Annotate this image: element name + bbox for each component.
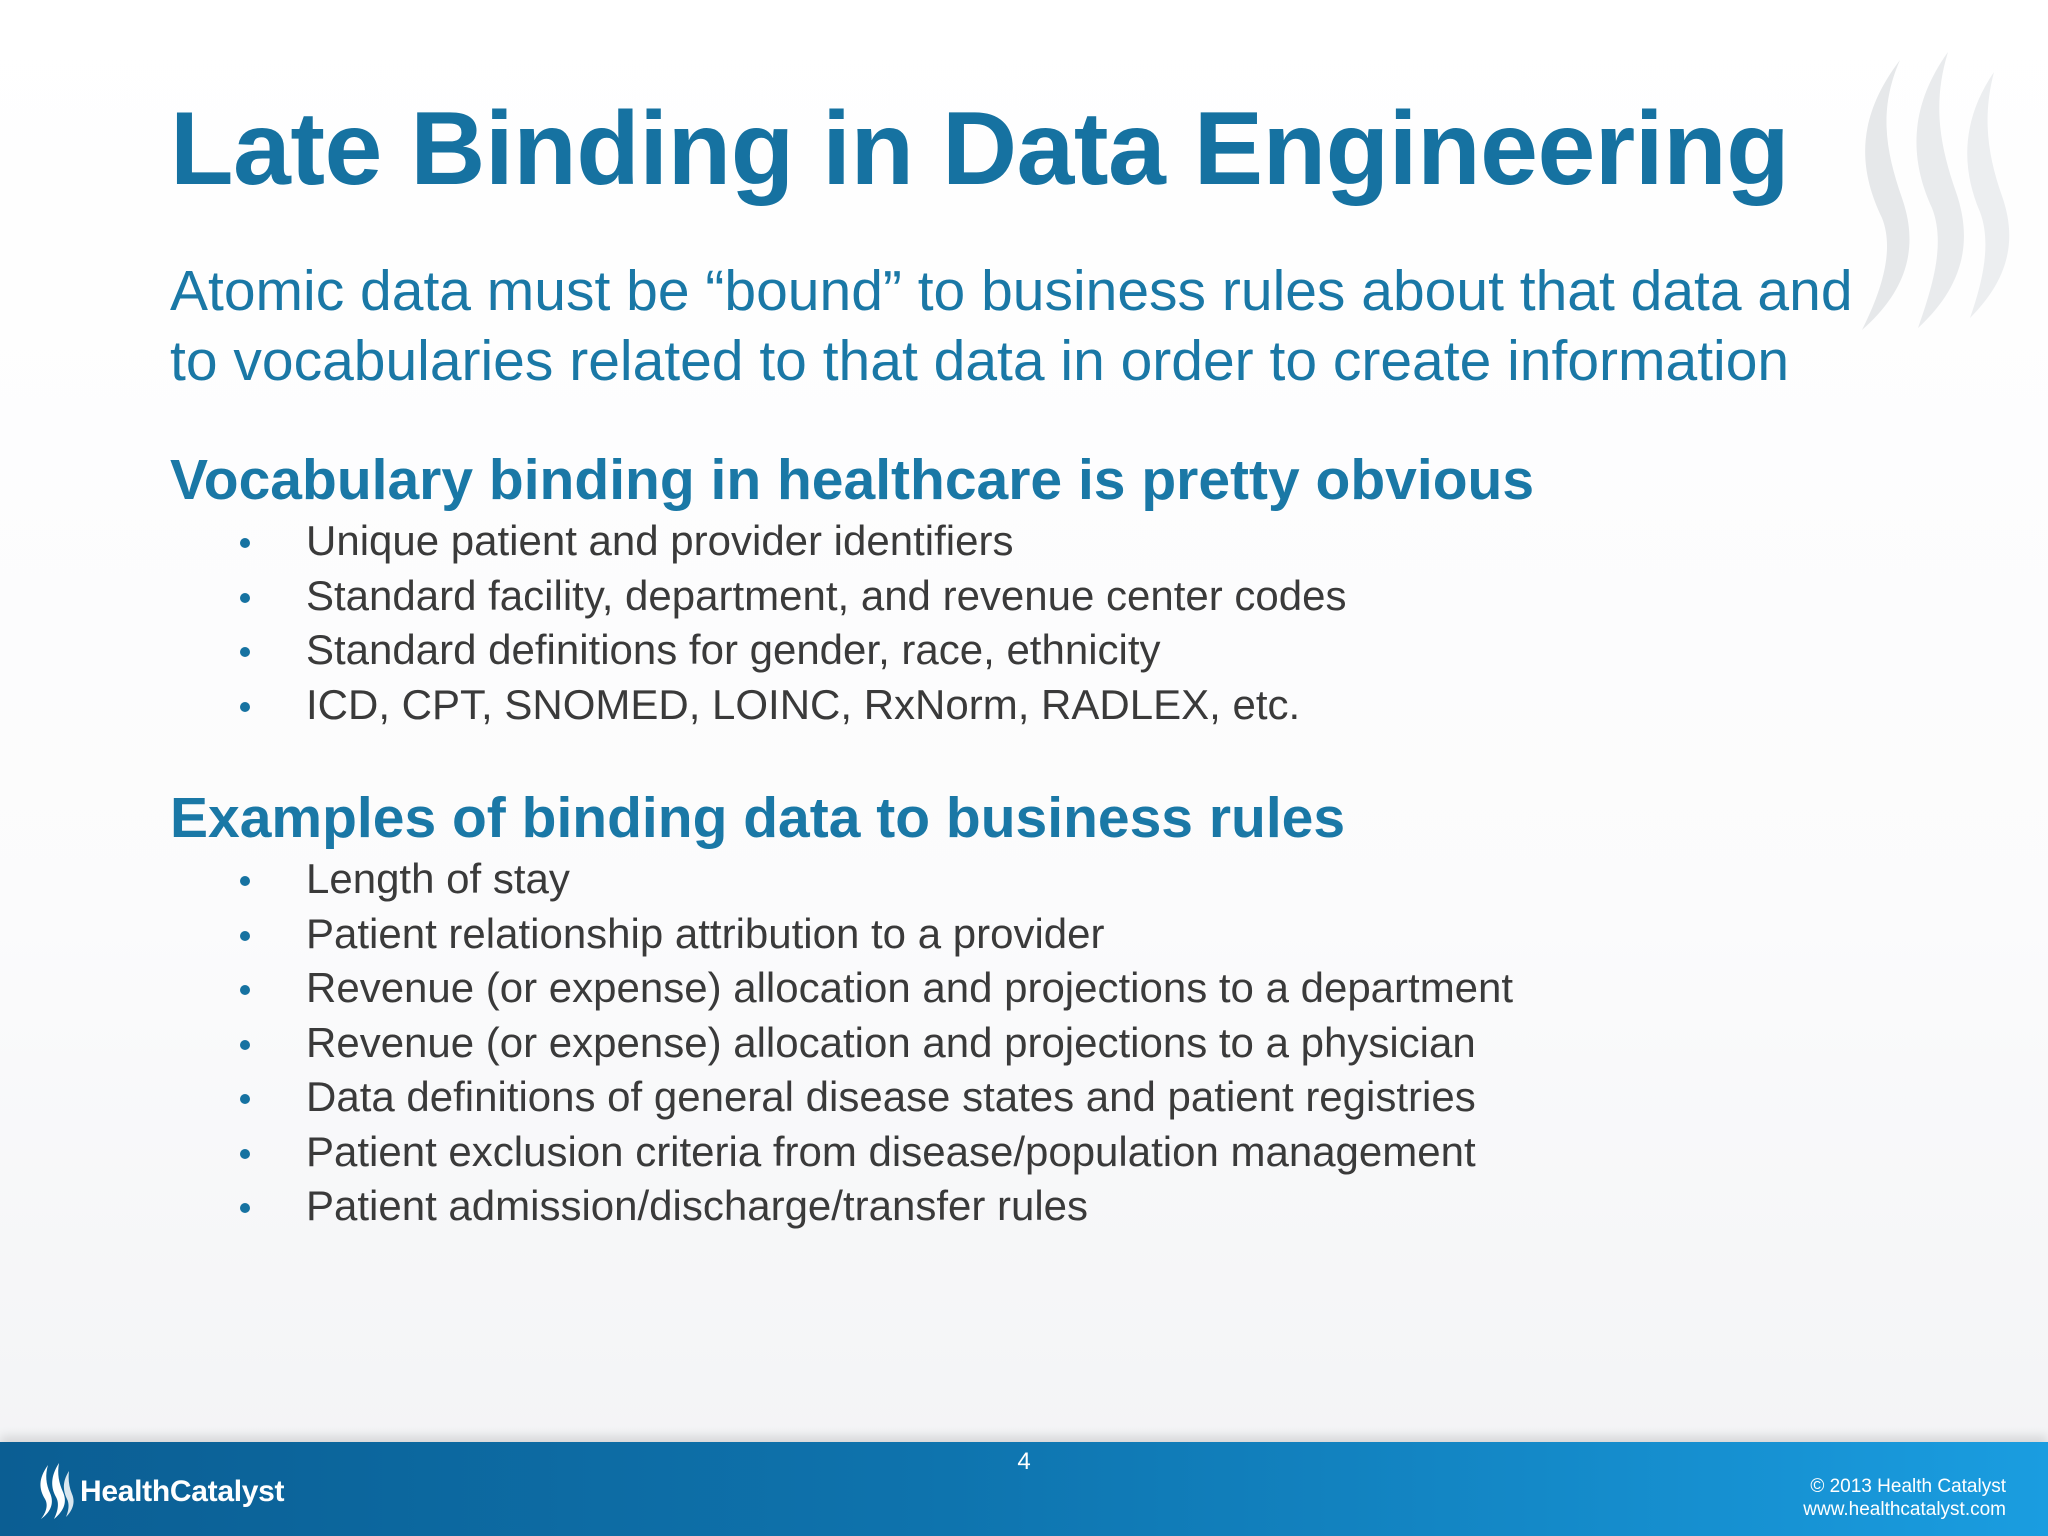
bullet-dot-icon bbox=[240, 876, 250, 886]
intro-paragraph: Atomic data must be “bound” to business rules about that data and to vocabularies related to that data in order to create information bbox=[170, 259, 1853, 393]
list-item-text: Patient exclusion criteria from disease/population management bbox=[306, 1127, 1476, 1175]
health-catalyst-logo bbox=[36, 1464, 284, 1520]
list-item bbox=[238, 623, 1347, 678]
business-rules-bullet-list bbox=[238, 852, 1513, 1234]
bullet-dot-icon bbox=[240, 1094, 250, 1104]
list-item-text: Data definitions of general disease states and patient registries bbox=[306, 1073, 1476, 1120]
list-item-text: Standard facility, department, and revenue center codes bbox=[306, 571, 1347, 619]
list-item-text: Revenue (or expense) allocation and projections to a department bbox=[306, 964, 1514, 1011]
list-item bbox=[238, 514, 1347, 569]
page-number: 4 bbox=[1017, 1448, 1031, 1475]
list-item-text: Length of stay bbox=[306, 855, 570, 902]
list-item bbox=[238, 852, 1513, 907]
bullet-dot-icon bbox=[240, 647, 250, 657]
bullet-dot-icon bbox=[240, 1040, 250, 1050]
bullet-dot-icon bbox=[240, 985, 250, 995]
section-heading-business-rules: Examples of binding data to business rules bbox=[170, 786, 1346, 850]
slide-title: Late Binding in Data Engineering bbox=[170, 91, 1790, 207]
bullet-dot-icon bbox=[240, 1149, 250, 1159]
bullet-dot-icon bbox=[240, 702, 250, 712]
list-item-text: ICD, CPT, SNOMED, LOINC, RxNorm, RADLEX, etc. bbox=[306, 680, 1301, 728]
footer-bar bbox=[0, 1442, 2048, 1536]
list-item bbox=[238, 961, 1513, 1016]
list-item bbox=[238, 678, 1347, 733]
list-item bbox=[238, 569, 1347, 624]
list-item bbox=[238, 907, 1513, 962]
list-item bbox=[238, 1070, 1513, 1125]
copyright-block bbox=[1803, 1475, 2006, 1521]
list-item-text: Unique patient and provider identifiers bbox=[306, 517, 1014, 564]
copyright-text: © 2013 Health Catalyst bbox=[1810, 1476, 2006, 1497]
vocabulary-bullet-list bbox=[238, 514, 1347, 732]
list-item bbox=[238, 1125, 1513, 1180]
list-item-text: Patient relationship attribution to a provider bbox=[306, 909, 1105, 957]
health-catalyst-flame-icon bbox=[36, 1463, 74, 1521]
list-item bbox=[238, 1016, 1513, 1071]
list-item-text: Revenue (or expense) allocation and projections to a physician bbox=[306, 1018, 1476, 1066]
bullet-dot-icon bbox=[240, 538, 250, 548]
list-item-text: Patient admission/discharge/transfer rules bbox=[306, 1182, 1089, 1229]
website-link[interactable]: www.healthcatalyst.com bbox=[1803, 1499, 2006, 1520]
logo-text: HealthCatalyst bbox=[80, 1475, 285, 1508]
list-item bbox=[238, 1179, 1513, 1234]
bullet-dot-icon bbox=[240, 1203, 250, 1213]
list-item-text: Standard definitions for gender, race, ethnicity bbox=[306, 626, 1161, 673]
section-heading-vocabulary: Vocabulary binding in healthcare is pretty obvious bbox=[170, 448, 1535, 512]
bullet-dot-icon bbox=[240, 931, 250, 941]
bullet-dot-icon bbox=[240, 593, 250, 603]
